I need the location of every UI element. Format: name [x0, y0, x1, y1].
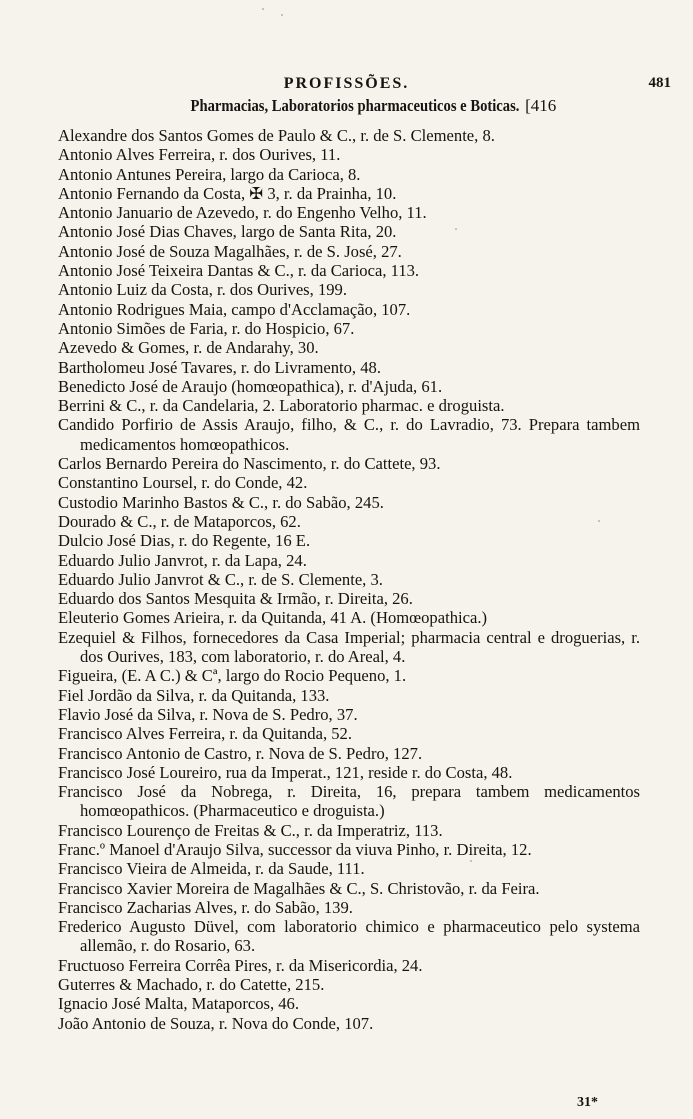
directory-entry: Antonio Januario de Azevedo, r. do Engenho Velho, 11.	[58, 203, 427, 223]
directory-entry: Ignacio José Malta, Mataporcos, 46.	[58, 994, 300, 1014]
page-number: 481	[648, 75, 671, 91]
directory-entry: Antonio Alves Ferreira, r. dos Ourives, 11.	[58, 145, 341, 165]
category-title: Pharmacias, Laboratorios pharmaceuticos e Boticas.	[190, 96, 520, 115]
directory-entry: Frederico Augusto Düvel, com laboratorio chimico e pharmaceutico pelo systema allemão, r. do Rosario, 63.	[58, 917, 640, 956]
directory-entry: Antonio Antunes Pereira, largo da Carioca, 8.	[58, 164, 361, 184]
directory-entry: Antonio Fernando da Costa, ✠ 3, r. da Prainha, 10.	[58, 183, 397, 203]
paper-speck	[262, 8, 264, 10]
directory-entry: Fiel Jordão da Silva, r. da Quitanda, 133.	[58, 685, 330, 705]
directory-entry: Francisco Vieira de Almeida, r. da Saude, 111.	[58, 859, 365, 879]
directory-entry: Antonio José Teixeira Dantas & C., r. da Carioca, 113.	[58, 261, 420, 281]
running-head	[0, 73, 693, 97]
paper-speck	[598, 520, 600, 522]
directory-entry: Eleuterio Gomes Arieira, r. da Quitanda, 41 A. (Homœopathica.)	[58, 608, 488, 628]
directory-entry: Eduardo Julio Janvrot, r. da Lapa, 24.	[58, 550, 307, 570]
directory-entry: Eduardo Julio Janvrot & C., r. de S. Clemente, 3.	[58, 569, 383, 589]
directory-entry: Antonio José Dias Chaves, largo de Santa Rita, 20.	[58, 222, 397, 242]
directory-entry: Guterres & Machado, r. do Catette, 215.	[58, 975, 325, 995]
directory-listing	[58, 126, 640, 1033]
directory-entry: Constantino Loursel, r. do Conde, 42.	[58, 473, 308, 493]
directory-entry: Francisco Xavier Moreira de Magalhães & C., S. Christovão, r. da Feira.	[58, 878, 540, 898]
directory-entry: Antonio Simões de Faria, r. do Hospicio, 67.	[58, 318, 355, 338]
directory-entry: Ezequiel & Filhos, fornecedores da Casa Imperial; pharmacia central e droguerias, r. dos Ourives, 183, com laboratorio, r. do Areal, 4.	[58, 627, 640, 667]
printer-signature-mark: 31*	[577, 1095, 598, 1110]
directory-entry: Fructuoso Ferreira Corrêa Pires, r. da Misericordia, 24.	[58, 955, 423, 975]
directory-entry: Antonio José de Souza Magalhães, r. de S. José, 27.	[58, 241, 402, 261]
directory-entry: Antonio Rodrigues Maia, campo d'Acclamação, 107.	[58, 299, 411, 319]
directory-entry: Francisco Zacharias Alves, r. do Sabão, 139.	[58, 897, 353, 917]
directory-entry: Francisco Antonio de Castro, r. Nova de S. Pedro, 127.	[58, 743, 423, 763]
category-code: [416	[525, 96, 557, 115]
directory-entry: Azevedo & Gomes, r. de Andarahy, 30.	[58, 338, 319, 358]
directory-entry: Dulcio José Dias, r. do Regente, 16 E.	[58, 531, 311, 551]
directory-entry: Candido Porfirio de Assis Araujo, filho, & C., r. do Lavradio, 73. Prepara tambem medicamentos homœopathicos.	[58, 415, 640, 454]
paper-speck	[470, 860, 472, 862]
directory-entry: Carlos Bernardo Pereira do Nascimento, r. do Cattete, 93.	[58, 454, 441, 474]
section-title: PROFISSÕES.	[283, 75, 410, 92]
directory-entry: Francisco Alves Ferreira, r. da Quitanda, 52.	[58, 724, 352, 744]
directory-entry: Figueira, (E. A C.) & Cª, largo do Rocio Pequeno, 1.	[58, 666, 407, 686]
paper-speck	[455, 228, 457, 230]
category-heading	[0, 96, 693, 116]
directory-entry: Francisco José Loureiro, rua da Imperat., 121, reside r. do Costa, 48.	[58, 762, 513, 782]
directory-entry: Benedicto José de Araujo (homœopathica), r. d'Ajuda, 61.	[58, 376, 443, 396]
directory-entry: Franc.º Manoel d'Araujo Silva, successor da viuva Pinho, r. Direita, 12.	[58, 839, 532, 859]
directory-entry: Berrini & C., r. da Candelaria, 2. Laboratorio pharmac. e droguista.	[58, 396, 505, 416]
directory-entry: Bartholomeu José Tavares, r. do Livramento, 48.	[58, 357, 381, 377]
directory-entry: Custodio Marinho Bastos & C., r. do Sabão, 245.	[58, 492, 384, 512]
directory-entry: Francisco Lourenço de Freitas & C., r. da Imperatriz, 113.	[58, 820, 443, 840]
paper-speck	[281, 14, 283, 16]
directory-entry: Eduardo dos Santos Mesquita & Irmão, r. Direita, 26.	[58, 589, 413, 609]
directory-entry: Antonio Luiz da Costa, r. dos Ourives, 199.	[58, 280, 347, 300]
directory-entry: Dourado & C., r. de Mataporcos, 62.	[58, 511, 301, 531]
directory-entry: Flavio José da Silva, r. Nova de S. Pedro, 37.	[58, 704, 358, 724]
directory-entry: João Antonio de Souza, r. Nova do Conde, 107.	[58, 1013, 374, 1033]
directory-entry: Francisco José da Nobrega, r. Direita, 16, prepara tambem medicamentos homœopathicos. (Pharmaceutico e droguista.)	[58, 782, 640, 821]
directory-entry: Alexandre dos Santos Gomes de Paulo & C., r. de S. Clemente, 8.	[58, 126, 495, 145]
